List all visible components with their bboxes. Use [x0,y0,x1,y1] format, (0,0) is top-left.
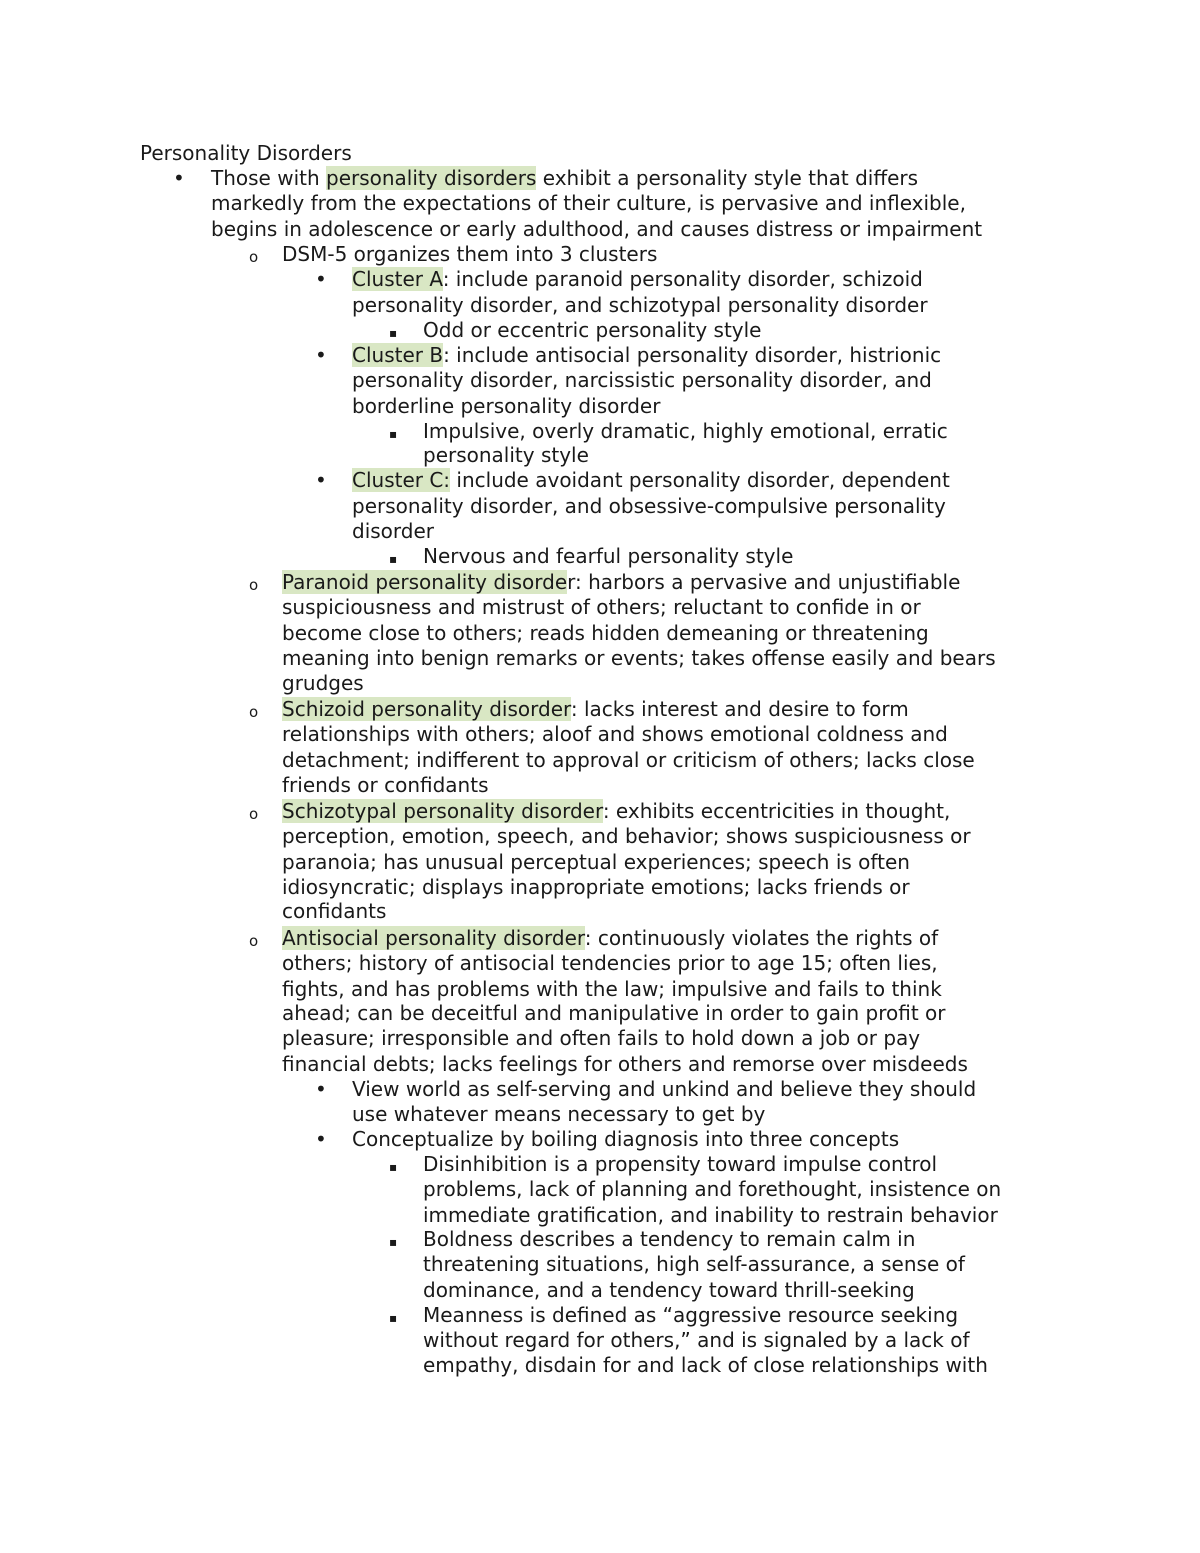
view-line-1: View world as self-serving and unkind and believe they should [352,1077,977,1101]
bullet-square: ▪ [389,552,398,566]
highlighted-term: Schizoid personality disorder [282,697,571,721]
bullet-square: ▪ [389,427,398,441]
schizotypal-line-1: Schizotypal personality disorder: exhibits eccentricities in thought, [282,799,951,823]
bullet-disc: • [315,468,327,492]
highlighted-term: Cluster B [352,343,444,367]
schizotypal-line-5: confidants [282,899,387,923]
bullet-disc: • [315,1077,327,1101]
cluster-c-line-1: Cluster C: include avoidant personality disorder, dependent [352,468,950,492]
intro-line-2: markedly from the expectations of their culture, is pervasive and inflexible, [211,191,966,215]
antisocial-line-6: financial debts; lacks feelings for others and remorse over misdeeds [282,1052,968,1076]
schizoid-line-2: relationships with others; aloof and shows emotional coldness and [282,722,948,746]
bullet-circle: o [249,703,259,721]
concept-line: Conceptualize by boiling diagnosis into three concepts [352,1127,900,1151]
disinhibition-line-3: immediate gratification, and inability to restrain behavior [423,1203,998,1227]
bullet-circle: o [249,576,259,594]
schizotypal-line-3: paranoia; has unusual perceptual experiences; speech is often [282,850,910,874]
highlighted-term: Cluster C: [352,468,451,492]
highlighted-term: Antisocial personality disorder [282,926,585,950]
cluster-b-line-3: borderline personality disorder [352,394,661,418]
paranoid-line-3: become close to others; reads hidden demeaning or threatening [282,621,929,645]
intro-line-1: Those with personality disorders exhibit a personality style that differs [211,166,919,190]
meanness-line-2: without regard for others,” and is signaled by a lack of [423,1328,970,1352]
cluster-b-line-2: personality disorder, narcissistic personality disorder, and [352,368,932,392]
schizotypal-line-4: idiosyncratic; displays inappropriate emotions; lacks friends or [282,875,910,899]
bullet-circle: o [249,805,259,823]
cluster-a-line-1: Cluster A: include paranoid personality disorder, schizoid [352,267,923,291]
paranoid-line-1: Paranoid personality disorder: harbors a pervasive and unjustifiable [282,570,961,594]
cluster-b-sub-line-2: personality style [423,443,589,467]
bullet-disc: • [173,166,185,190]
page-title: Personality Disorders [140,141,352,165]
bullet-circle: o [249,932,259,950]
paranoid-line-2: suspiciousness and mistrust of others; reluctant to confide in or [282,595,921,619]
cluster-a-sub: Odd or eccentric personality style [423,318,762,342]
meanness-line-3: empathy, disdain for and lack of close relationships with [423,1353,988,1377]
bullet-square: ▪ [389,326,398,340]
disinhibition-line-2: problems, lack of planning and forethought, insistence on [423,1177,1002,1201]
highlighted-term: Cluster A [352,267,443,291]
highlighted-term: Paranoid personality disorde [282,570,568,594]
dsm-line: DSM-5 organizes them into 3 clusters [282,242,658,266]
cluster-a-line-2: personality disorder, and schizotypal personality disorder [352,293,928,317]
view-line-2: use whatever means necessary to get by [352,1102,766,1126]
antisocial-line-1: Antisocial personality disorder: continuously violates the rights of [282,926,939,950]
boldness-line-2: threatening situations, high self-assurance, a sense of [423,1252,965,1276]
highlighted-term: personality disorders [326,166,537,190]
antisocial-line-5: pleasure; irresponsible and often fails to hold down a job or pay [282,1026,921,1050]
disinhibition-line-1: Disinhibition is a propensity toward impulse control [423,1152,938,1176]
schizoid-line-3: detachment; indifferent to approval or criticism of others; lacks close [282,748,975,772]
highlighted-term: Schizotypal personality disorder [282,799,603,823]
bullet-disc: • [315,267,327,291]
boldness-line-3: dominance, and a tendency toward thrill-seeking [423,1278,915,1302]
paranoid-line-5: grudges [282,671,364,695]
antisocial-line-4: ahead; can be deceitful and manipulative in order to gain profit or [282,1001,946,1025]
schizotypal-line-2: perception, emotion, speech, and behavior; shows suspiciousness or [282,824,971,848]
antisocial-line-2: others; history of antisocial tendencies prior to age 15; often lies, [282,951,938,975]
antisocial-line-3: fights, and has problems with the law; impulsive and fails to think [282,977,942,1001]
schizoid-line-1: Schizoid personality disorder: lacks interest and desire to form [282,697,909,721]
paranoid-line-4: meaning into benign remarks or events; takes offense easily and bears [282,646,996,670]
bullet-circle: o [249,248,259,266]
bullet-disc: • [315,343,327,367]
bullet-disc: • [315,1127,327,1151]
cluster-b-line-1: Cluster B: include antisocial personality disorder, histrionic [352,343,942,367]
cluster-b-sub-line-1: Impulsive, overly dramatic, highly emotional, erratic [423,419,948,443]
intro-line-3: begins in adolescence or early adulthood, and causes distress or impairment [211,217,983,241]
cluster-c-line-3: disorder [352,519,435,543]
cluster-c-line-2: personality disorder, and obsessive-compulsive personality [352,494,946,518]
cluster-c-sub: Nervous and fearful personality style [423,544,794,568]
bullet-square: ▪ [389,1160,398,1174]
bullet-square: ▪ [389,1311,398,1325]
boldness-line-1: Boldness describes a tendency to remain calm in [423,1227,916,1251]
bullet-square: ▪ [389,1235,398,1249]
meanness-line-1: Meanness is defined as “aggressive resource seeking [423,1303,959,1327]
schizoid-line-4: friends or confidants [282,773,489,797]
